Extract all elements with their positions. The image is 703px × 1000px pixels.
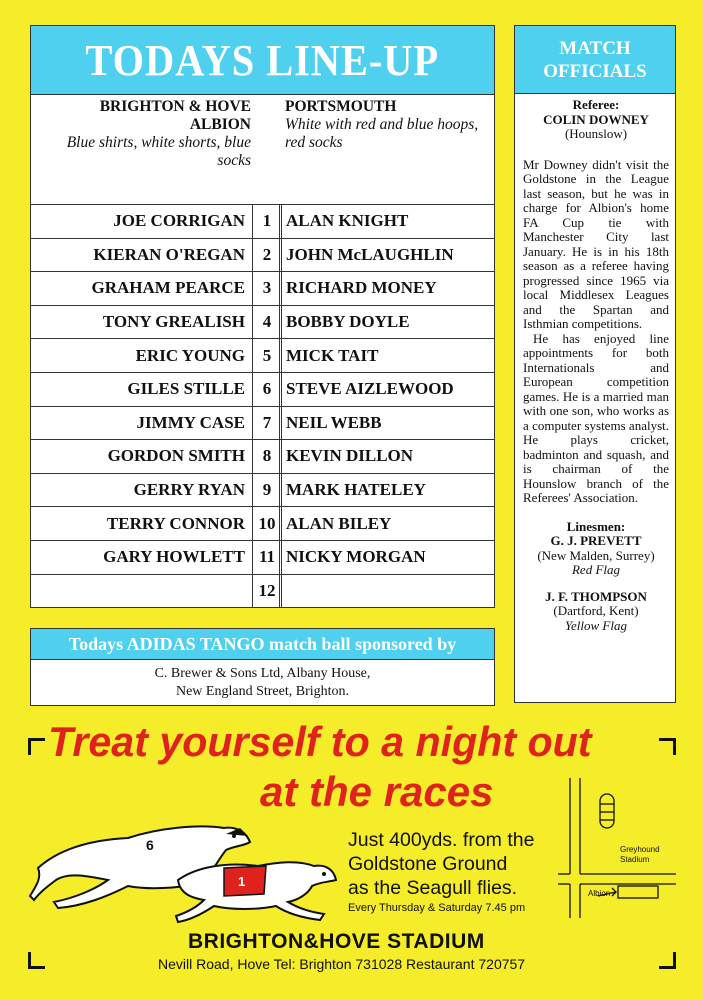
linesman-1-flag: Red Flag (571, 562, 620, 577)
away-player: ALAN KNIGHT (286, 211, 409, 231)
away-team-kit: White with red and blue hoops, red socks (285, 116, 479, 151)
away-team-info (285, 98, 490, 152)
greyhounds-illustration (28, 810, 348, 930)
referee-name: COLIN DOWNEY (543, 111, 649, 127)
away-player: KEVIN DILLON (286, 446, 414, 466)
tagline-3: as the Seagull flies. (348, 877, 518, 899)
linesman-2-flag: Yellow Flag (564, 617, 627, 633)
lineup-row (31, 406, 494, 440)
linesman-2-name: J. F. THOMPSON (545, 588, 647, 604)
away-player: RICHARD MONEY (286, 278, 437, 298)
lineup-row (31, 439, 494, 473)
away-player: ALAN BILEY (286, 513, 392, 533)
shirt-number: 3 (252, 272, 282, 305)
referee-town: (Hounslow) (564, 126, 628, 141)
lineup-panel (30, 25, 495, 608)
tagline-1: Just 400yds. from the (348, 829, 535, 851)
home-player: GORDON SMITH (107, 446, 245, 466)
home-player: JOE CORRIGAN (113, 211, 245, 231)
lineup-title: TODAYS LINE-UP (85, 35, 440, 85)
sponsor-line-1: C. Brewer & Sons Ltd, Albany House, (154, 666, 371, 681)
lineup-row (31, 305, 494, 339)
lineup-row (31, 473, 494, 507)
away-player: STEVE AIZLEWOOD (286, 379, 454, 399)
map-label-albion: Albion (588, 889, 611, 898)
shirt-number: 11 (252, 541, 282, 574)
lineup-row (31, 238, 494, 272)
svg-text:1: 1 (238, 874, 246, 889)
referee-bio-1: Mr Downey didn't visit the Goldstone in the League last season, but he was in charge for Albion's home FA Cup tie with Manchester City last January. He is in his 18th season as a referee having progressed since 1965 via local Middlesex Leagues and the Spartan and Isthmian competitions. (523, 156, 669, 331)
away-team-name: PORTSMOUTH (285, 98, 397, 115)
home-player (31, 575, 245, 608)
linesman-2-town: (Dartford, Kent) (553, 603, 639, 618)
lineup-row (31, 271, 494, 305)
linesman-1-name: G. J. PREVETT (550, 533, 642, 548)
home-player: GARY HOWLETT (103, 547, 245, 567)
sponsor-panel (30, 628, 495, 706)
race-days: Every Thursday & Saturday 7.45 pm (348, 902, 526, 914)
lineup-row (31, 540, 494, 574)
officials-header (515, 26, 675, 94)
stadium-address: Nevill Road, Hove Tel: Brighton 731028 Restaurant 720757 (158, 956, 526, 972)
home-player: TONY GREALISH (102, 312, 245, 332)
officials-panel (514, 25, 676, 703)
shirt-number: 9 (252, 474, 282, 507)
home-player: KIERAN O'REGAN (93, 244, 245, 264)
lineup-table (31, 204, 494, 607)
home-player: JIMMY CASE (136, 412, 245, 432)
away-player: NICKY MORGAN (286, 547, 426, 567)
map-label-greyhound: Greyhound (620, 845, 660, 854)
shirt-number: 7 (252, 407, 282, 440)
lineup-row (31, 338, 494, 372)
shirt-number: 8 (252, 440, 282, 473)
shirt-number: 5 (252, 339, 282, 372)
home-player: GILES STILLE (127, 379, 245, 399)
stadium-name: BRIGHTON&HOVE STADIUM (188, 930, 485, 953)
home-player: GRAHAM PEARCE (91, 278, 245, 298)
away-player: MARK HATELEY (286, 480, 426, 500)
home-team-info (45, 98, 251, 170)
officials-body (523, 98, 669, 633)
corner-bottom-left (28, 952, 45, 969)
officials-title-line1: MATCH (559, 37, 631, 59)
sponsor-headline: Todays ADIDAS TANGO match ball sponsored by (31, 629, 494, 660)
home-team-kit: Blue shirts, white shorts, blue socks (66, 134, 251, 169)
shirt-number: 6 (252, 373, 282, 406)
lineup-row (31, 204, 494, 238)
advert-headline-1: Treat yourself to a night out (48, 718, 592, 765)
shirt-number: 1 (252, 205, 282, 238)
location-map (558, 778, 676, 918)
advert-tagline (348, 828, 534, 900)
tagline-2: Goldstone Ground (348, 853, 508, 875)
corner-bottom-right (659, 952, 676, 969)
away-player: JOHN McLAUGHLIN (286, 244, 454, 264)
referee-label: Referee: (572, 97, 620, 112)
map-label-stadium: Stadium (620, 855, 650, 864)
away-player (286, 575, 496, 608)
races-advert (28, 718, 676, 972)
away-player: MICK TAIT (286, 345, 379, 365)
lineup-row (31, 372, 494, 406)
away-player: NEIL WEBB (286, 412, 382, 432)
lineup-row (31, 506, 494, 540)
lineup-row (31, 574, 494, 608)
sponsor-line-2: New England Street, Brighton. (175, 684, 350, 699)
home-player: GERRY RYAN (133, 480, 245, 500)
linesman-1-town: (New Malden, Surrey) (537, 547, 655, 563)
linesmen-label: Linesmen: (566, 518, 626, 534)
sponsor-address (31, 665, 494, 701)
corner-top-left (28, 738, 45, 755)
corner-top-right (659, 738, 676, 755)
shirt-number: 4 (252, 306, 282, 339)
svg-text:6: 6 (146, 837, 154, 853)
away-player: BOBBY DOYLE (286, 312, 410, 332)
shirt-number: 12 (252, 575, 282, 608)
home-player: TERRY CONNOR (106, 513, 245, 533)
referee-bio-2: He has enjoyed line appointments for both Internationals and European competition games. He is a married man with one son, who works as a computer systems analyst. He plays cricket, badminton and squash, and is chairman of the Hounslow branch of the Referees' Association. (523, 330, 669, 505)
shirt-number: 2 (252, 239, 282, 272)
advert-headline-2: at the races (260, 768, 494, 815)
shirt-number: 10 (252, 507, 282, 540)
officials-title-line2: OFFICIALS (543, 60, 647, 82)
lineup-header (31, 26, 494, 95)
home-team-name: BRIGHTON & HOVE ALBION (99, 98, 251, 133)
home-player: ERIC YOUNG (135, 345, 245, 365)
